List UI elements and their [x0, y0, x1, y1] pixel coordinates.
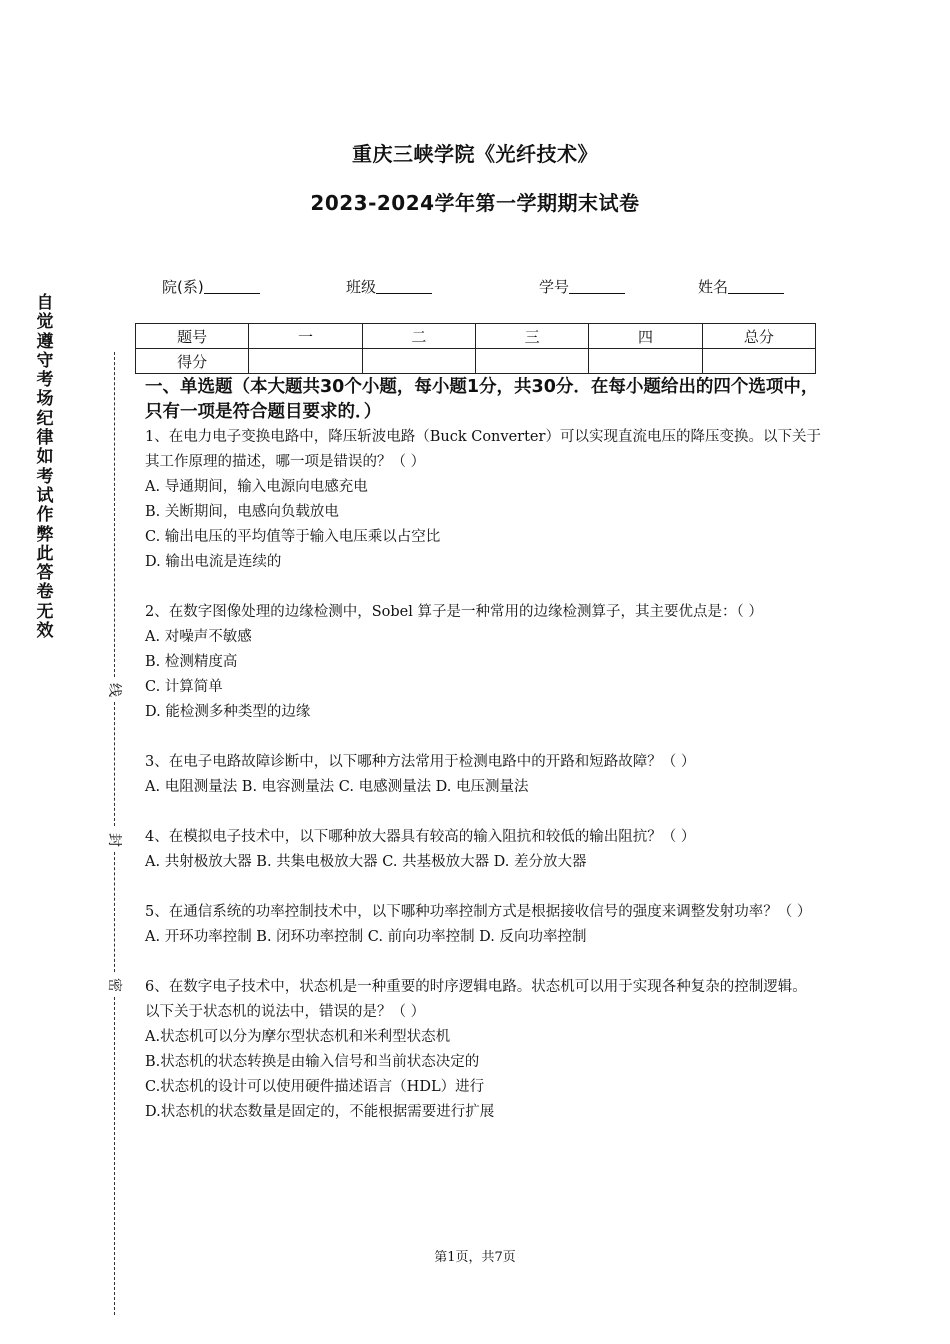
binding-mark-line: 线: [105, 679, 125, 701]
page-number: 第1页，共7页: [434, 1250, 516, 1265]
question-stem: 1、在电力电子变换电路中，降压斩波电路（Buck Converter）可以实现直流电压的降压变换。以下关于其工作原理的描述，哪一项是错误的？（ ）: [145, 429, 821, 470]
score-cell[interactable]: [249, 349, 362, 374]
class-label: 班级: [346, 278, 377, 296]
question-option: B.状态机的状态转换是由输入信号和当前状态决定的: [145, 1054, 480, 1070]
name-field: [698, 276, 784, 297]
question-option: D. 能检测多种类型的边缘: [145, 704, 311, 720]
binding-dashed-line: [114, 997, 115, 1315]
question-option: D.状态机的状态数量是固定的，不能根据需要进行扩展: [145, 1104, 495, 1120]
score-cell[interactable]: [702, 349, 815, 374]
score-table-score-row: [136, 349, 816, 374]
section-heading: 一、单选题（本大题共30个小题，每小题1分，共30分．在每小题给出的四个选项中，只有一项是符合题目要求的．）: [145, 377, 819, 422]
score-header-cell: 三: [475, 324, 588, 349]
score-cell[interactable]: [475, 349, 588, 374]
question-option: B. 检测精度高: [145, 654, 238, 670]
question-option: C. 输出电压的平均值等于输入电压乘以占空比: [145, 529, 441, 545]
score-table: [135, 323, 816, 374]
score-row-label: 得分: [136, 349, 249, 374]
binding-dashed-line: [114, 702, 115, 826]
name-label: 姓名: [698, 278, 729, 296]
score-header-cell: 总分: [702, 324, 815, 349]
score-header-cell: 一: [249, 324, 362, 349]
class-field: [346, 276, 432, 297]
name-blank[interactable]: [728, 277, 784, 294]
question-option: B. 关断期间，电感向负载放电: [145, 504, 339, 520]
question-stem: 6、在数字电子技术中，状态机是一种重要的时序逻辑电路。状态机可以用于实现各种复杂的控制逻辑。以下关于状态机的说法中，错误的是？（ ）: [145, 979, 807, 1020]
question-option: A. 对噪声不敏感: [145, 629, 252, 645]
score-header-cell: 题号: [136, 324, 249, 349]
exam-title-line2: 2023-2024学年第一学期期末试卷: [310, 191, 640, 215]
question-stem: 3、在电子电路故障诊断中，以下哪种方法常用于检测电路中的开路和短路故障？（ ）: [145, 754, 696, 770]
question-option: D. 输出电流是连续的: [145, 554, 282, 570]
department-field: [162, 276, 260, 297]
question-option: C. 计算简单: [145, 679, 223, 695]
question-options-inline: A. 共射极放大器 B. 共集电极放大器 C. 共基极放大器 D. 差分放大器: [145, 854, 587, 870]
question-stem: 2、在数字图像处理的边缘检测中，Sobel 算子是一种常用的边缘检测算子，其主要优点是：（ ）: [145, 604, 763, 620]
question-option: A. 导通期间，输入电源向电感充电: [145, 479, 368, 495]
question-option: C.状态机的设计可以使用硬件描述语言（HDL）进行: [145, 1079, 485, 1095]
question-options-inline: A. 电阻测量法 B. 电容测量法 C. 电感测量法 D. 电压测量法: [145, 779, 529, 795]
score-cell[interactable]: [362, 349, 475, 374]
student-id-field: [539, 276, 625, 297]
department-label: 院(系): [162, 278, 204, 296]
score-table-header-row: [136, 324, 816, 349]
student-id-label: 学号: [539, 278, 570, 296]
score-header-cell: 四: [589, 324, 702, 349]
score-cell[interactable]: [589, 349, 702, 374]
binding-mark-secret: 密: [105, 974, 125, 996]
class-blank[interactable]: [376, 277, 432, 294]
student-id-blank[interactable]: [569, 277, 625, 294]
question-option: A.状态机可以分为摩尔型状态机和米利型状态机: [145, 1029, 451, 1045]
binding-mark-seal: 封: [105, 829, 125, 851]
binding-dashed-line: [114, 852, 115, 972]
question-stem: 5、在通信系统的功率控制技术中，以下哪种功率控制方式是根据接收信号的强度来调整发射功率？（ ）: [145, 904, 812, 920]
exam-content: [145, 375, 821, 1125]
binding-dashed-line: [114, 352, 115, 677]
exam-title-line1: 重庆三峡学院《光纤技术》: [352, 142, 598, 166]
binding-notice: 自觉遵守考场纪律如考试作弊此答卷无效: [36, 293, 54, 642]
question-stem: 4、在模拟电子技术中，以下哪种放大器具有较高的输入阻抗和较低的输出阻抗？（ ）: [145, 829, 696, 845]
score-header-cell: 二: [362, 324, 475, 349]
question-options-inline: A. 开环功率控制 B. 闭环功率控制 C. 前向功率控制 D. 反向功率控制: [145, 929, 587, 945]
department-blank[interactable]: [204, 277, 260, 294]
